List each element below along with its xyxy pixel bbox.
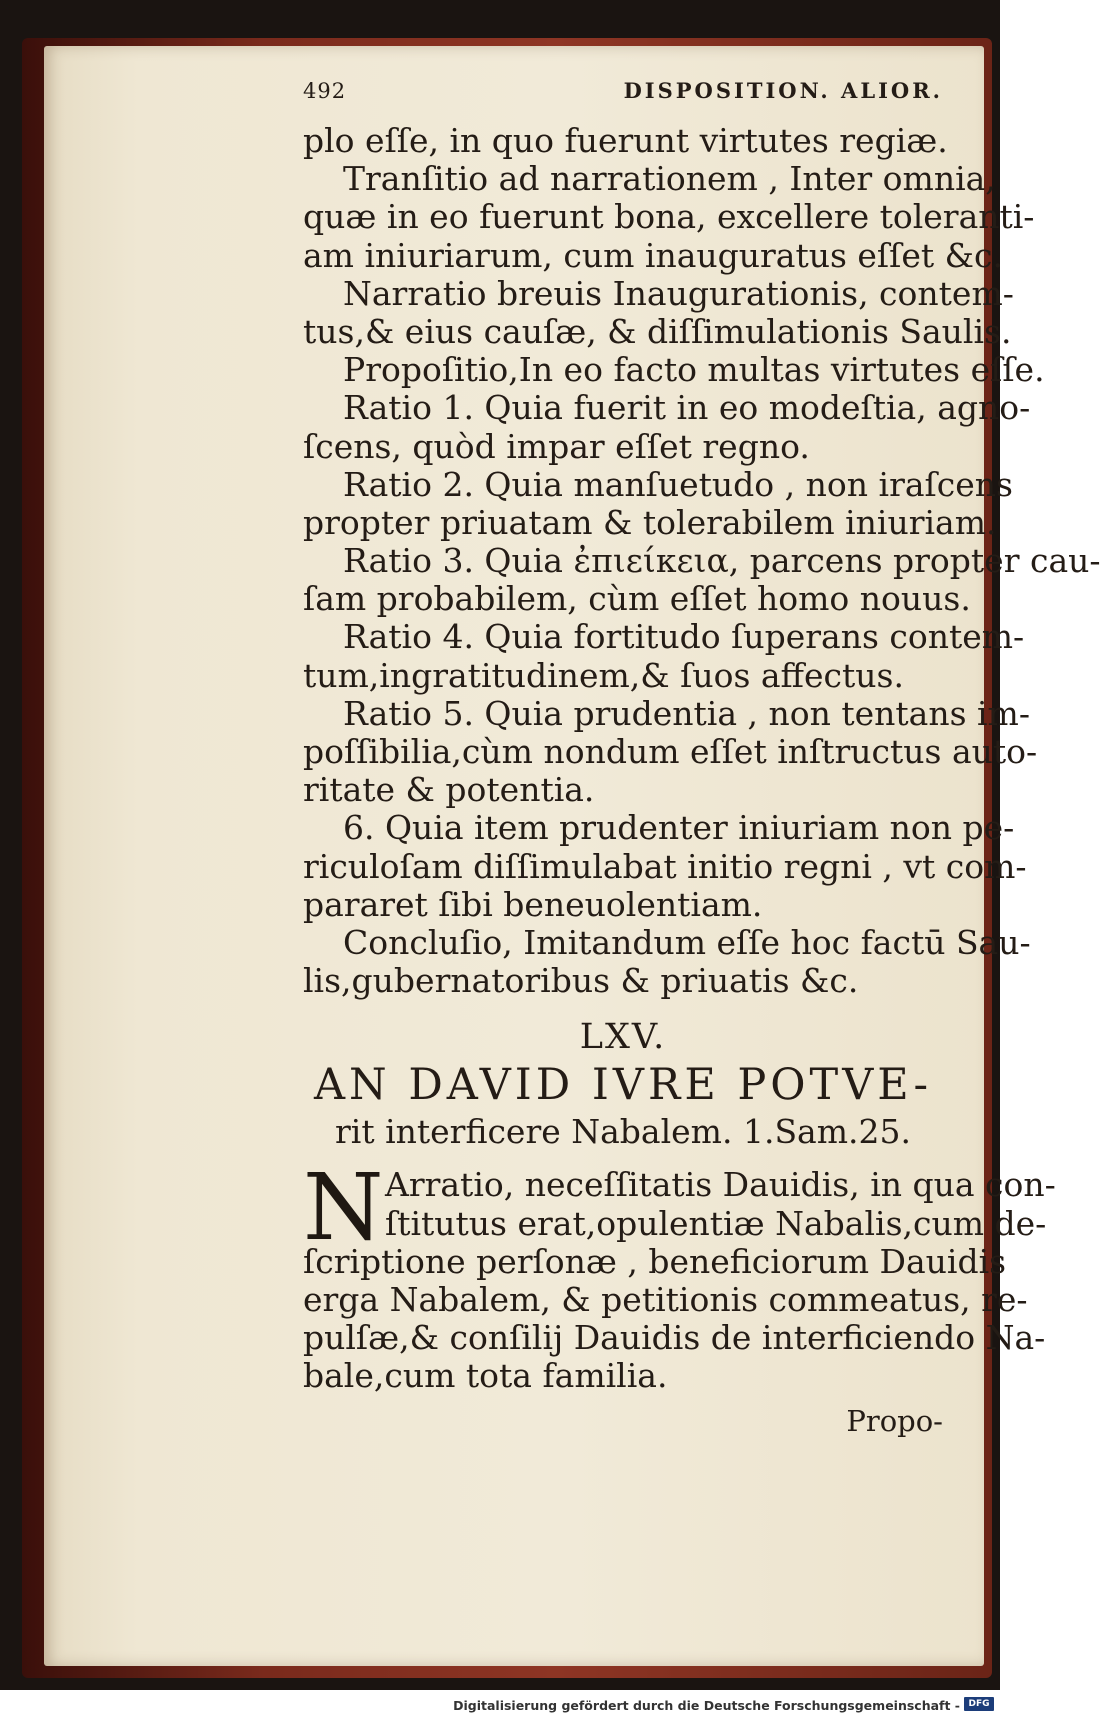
text-line: ſcens, quòd impar eſſet regno. xyxy=(303,426,810,466)
text-line: ſtitutus erat,opulentiæ Nabalis,cum de- xyxy=(385,1203,1047,1243)
text-line: bale,cum tota familia. xyxy=(303,1356,668,1396)
text-line: Ratio 1. Quia fuerit in eo modeſtia, agno- xyxy=(343,388,1031,428)
text-line: propter priuatam & tolerabilem iniuriam. xyxy=(303,502,997,542)
catchword: Propo- xyxy=(846,1404,943,1439)
running-title: DISPOSITION. ALIOR. xyxy=(623,78,943,103)
dfg-logo-icon: DFG xyxy=(964,1697,994,1711)
paragraph xyxy=(303,1154,1056,1396)
text-block xyxy=(303,78,1101,1443)
text-line: Tranſitio ad narrationem , Inter omnia, xyxy=(343,159,996,199)
text-line: pulſæ,& conſilij Dauidis de interficiendo Na- xyxy=(303,1318,1046,1358)
text-line: Concluſio, Imitandum eſſe hoc factū Sau- xyxy=(343,922,1031,962)
text-line: Propoſitio,In eo facto multas virtutes eſſe. xyxy=(343,350,1045,390)
text-line: Arratio, neceſſitatis Dauidis, in qua con- xyxy=(385,1165,1056,1205)
text-line: ſcriptione perſonæ , beneficiorum Dauidis xyxy=(303,1241,1007,1281)
text-line: poſſibilia,cùm nondum eſſet inſtructus auto- xyxy=(303,732,1038,771)
text-line: quæ in eo fuerunt bona, excellere toleranti- xyxy=(303,197,1035,237)
text-line: erga Nabalem, & petitionis commeatus, re- xyxy=(303,1279,1028,1319)
section-subtitle: rit interficere Nabalem. 1.Sam.25. xyxy=(334,1112,911,1152)
section-title: AN DAVID IVRE POTVE- xyxy=(313,1060,933,1111)
text-line: riculoſam diſſimulabat initio regni , vt com- xyxy=(303,846,1027,886)
text-line: lis,gubernatoribus & priuatis &c. xyxy=(303,961,859,1001)
text-line: tum,ingratitudinem,& ſuos affectus. xyxy=(303,655,904,695)
page-number: 492 xyxy=(303,79,347,103)
text-line: Ratio 4. Quia fortitudo ſuperans contem- xyxy=(343,617,1025,657)
text-line: ritate & potentia. xyxy=(303,770,595,810)
running-head xyxy=(303,78,943,122)
text-line: ſam probabilem, cùm eſſet homo nouus. xyxy=(303,579,971,619)
text-line: tus,& eius cauſæ, & diſſimulationis Saulis. xyxy=(303,311,1012,351)
text-line: plo eſſe, in quo fuerunt virtutes regiæ. xyxy=(303,121,948,160)
text-line: Ratio 5. Quia prudentia , non tentans im- xyxy=(343,693,1030,733)
drop-cap-initial: N xyxy=(303,1154,384,1262)
text-line: 6. Quia item prudenter iniuriam non pe- xyxy=(343,808,1015,848)
text-line: am iniuriarum, cum inauguratus eſſet &c. xyxy=(303,235,1003,275)
text-line: Narratio breuis Inaugurationis, contem- xyxy=(343,273,1014,313)
text-line: pararet ſibi beneuolentiam. xyxy=(303,884,763,924)
funding-notice: Digitalisierung gefördert durch die Deutsche Forschungsgemeinschaft - xyxy=(453,1698,960,1713)
text-line: Ratio 2. Quia manſuetudo , non iraſcens xyxy=(343,464,1013,504)
footer-bar xyxy=(0,1694,1000,1716)
section-number: LXV. xyxy=(579,1017,667,1058)
text-line: Ratio 3. Quia ἐπιείκεια, parcens propter cau- xyxy=(343,541,1101,581)
